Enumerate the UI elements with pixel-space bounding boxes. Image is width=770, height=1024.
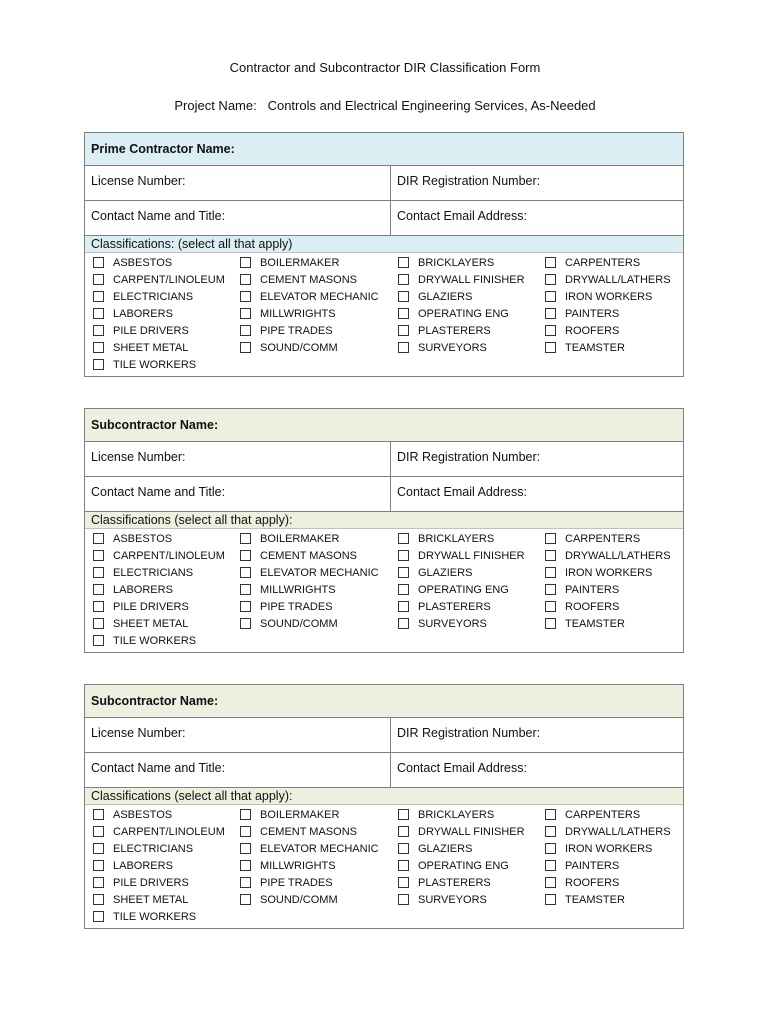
classification-label: DRYWALL/LATHERS xyxy=(565,825,671,838)
dir-registration-field[interactable]: DIR Registration Number: xyxy=(397,174,541,188)
classification-checkbox-item[interactable] xyxy=(93,891,188,908)
empty-checkbox-icon[interactable] xyxy=(398,843,409,854)
empty-checkbox-icon[interactable] xyxy=(240,567,251,578)
classification-checkbox-item[interactable] xyxy=(93,547,225,564)
empty-checkbox-icon[interactable] xyxy=(240,601,251,612)
classification-label: PLASTERERS xyxy=(418,600,491,613)
empty-checkbox-icon[interactable] xyxy=(545,584,556,595)
empty-checkbox-icon[interactable] xyxy=(93,877,104,888)
empty-checkbox-icon[interactable] xyxy=(93,809,104,820)
empty-checkbox-icon[interactable] xyxy=(545,877,556,888)
classification-label: CARPENTERS xyxy=(565,532,641,545)
classification-checkbox-item[interactable] xyxy=(93,823,225,840)
empty-checkbox-icon[interactable] xyxy=(545,601,556,612)
contact-name-field[interactable]: Contact Name and Title: xyxy=(85,753,391,787)
license-row xyxy=(85,166,683,201)
classification-checkbox-item[interactable] xyxy=(545,271,671,288)
empty-checkbox-icon[interactable] xyxy=(545,308,556,319)
classification-checkbox-item[interactable] xyxy=(93,874,189,891)
empty-checkbox-icon[interactable] xyxy=(240,291,251,302)
empty-checkbox-icon[interactable] xyxy=(93,359,104,370)
contact-email-field[interactable]: Contact Email Address: xyxy=(397,209,527,223)
empty-checkbox-icon[interactable] xyxy=(545,257,556,268)
empty-checkbox-icon[interactable] xyxy=(545,533,556,544)
classification-checkbox-item[interactable] xyxy=(545,615,625,632)
empty-checkbox-icon[interactable] xyxy=(398,618,409,629)
classification-label: ROOFERS xyxy=(565,876,620,889)
license-number-field[interactable]: License Number: xyxy=(85,442,391,476)
classification-label: SURVEYORS xyxy=(418,617,487,630)
empty-checkbox-icon[interactable] xyxy=(93,618,104,629)
empty-checkbox-icon[interactable] xyxy=(398,826,409,837)
classification-label: PIPE TRADES xyxy=(260,600,333,613)
classification-label: ELECTRICIANS xyxy=(113,842,194,855)
classification-label: ELECTRICIANS xyxy=(113,566,194,579)
classification-checkbox-item[interactable] xyxy=(240,322,333,339)
empty-checkbox-icon[interactable] xyxy=(398,860,409,871)
form-title: Contractor and Subcontractor DIR Classification Form xyxy=(229,60,541,75)
classification-label: DRYWALL FINISHER xyxy=(418,549,525,562)
classification-checkbox-item[interactable] xyxy=(93,356,196,373)
classification-checkbox-item[interactable] xyxy=(398,339,487,356)
classification-label: PILE DRIVERS xyxy=(113,600,189,613)
classifications-grid xyxy=(85,529,683,652)
classification-checkbox-item[interactable] xyxy=(93,581,173,598)
empty-checkbox-icon[interactable] xyxy=(93,601,104,612)
empty-checkbox-icon[interactable] xyxy=(93,274,104,285)
empty-checkbox-icon[interactable] xyxy=(93,291,104,302)
classification-label: BRICKLAYERS xyxy=(418,808,495,821)
section-heading: Subcontractor Name: xyxy=(85,409,683,442)
classification-checkbox-item[interactable] xyxy=(93,615,188,632)
empty-checkbox-icon[interactable] xyxy=(93,911,104,922)
empty-checkbox-icon[interactable] xyxy=(93,567,104,578)
classification-checkbox-item[interactable] xyxy=(240,823,357,840)
empty-checkbox-icon[interactable] xyxy=(398,291,409,302)
dir-registration-field[interactable]: DIR Registration Number: xyxy=(397,450,541,464)
classification-label: SOUND/COMM xyxy=(260,617,338,630)
classification-checkbox-item[interactable] xyxy=(240,564,379,581)
classification-label: CARPENT/LINOLEUM xyxy=(113,549,225,562)
classification-checkbox-item[interactable] xyxy=(398,288,472,305)
classification-checkbox-item[interactable] xyxy=(545,857,619,874)
classification-label: LABORERS xyxy=(113,583,173,596)
subcontractor-section xyxy=(84,408,684,653)
section-heading: Subcontractor Name: xyxy=(85,685,683,718)
classification-label: ROOFERS xyxy=(565,600,620,613)
classification-label: TEAMSTER xyxy=(565,341,625,354)
empty-checkbox-icon[interactable] xyxy=(398,550,409,561)
empty-checkbox-icon[interactable] xyxy=(545,894,556,905)
classification-label: DRYWALL/LATHERS xyxy=(565,273,671,286)
classification-checkbox-item[interactable] xyxy=(240,840,379,857)
classification-checkbox-item[interactable] xyxy=(240,806,339,823)
classification-label: MILLWRIGHTS xyxy=(260,583,336,596)
classification-checkbox-item[interactable] xyxy=(240,891,338,908)
classification-label: PILE DRIVERS xyxy=(113,324,189,337)
empty-checkbox-icon[interactable] xyxy=(545,618,556,629)
classification-label: BRICKLAYERS xyxy=(418,256,495,269)
empty-checkbox-icon[interactable] xyxy=(93,533,104,544)
classification-checkbox-item[interactable] xyxy=(398,581,509,598)
empty-checkbox-icon[interactable] xyxy=(398,877,409,888)
classification-checkbox-item[interactable] xyxy=(398,857,509,874)
classification-checkbox-item[interactable] xyxy=(240,288,379,305)
empty-checkbox-icon[interactable] xyxy=(240,843,251,854)
classification-checkbox-item[interactable] xyxy=(93,254,172,271)
classification-label: CEMENT MASONS xyxy=(260,825,357,838)
classifications-heading: Classifications (select all that apply): xyxy=(85,512,683,529)
classification-label: ASBESTOS xyxy=(113,256,173,269)
empty-checkbox-icon[interactable] xyxy=(398,325,409,336)
classification-checkbox-item[interactable] xyxy=(93,598,189,615)
classification-label: SURVEYORS xyxy=(418,341,487,354)
empty-checkbox-icon[interactable] xyxy=(240,342,251,353)
classification-checkbox-item[interactable] xyxy=(240,271,357,288)
project-line xyxy=(0,98,770,113)
classification-checkbox-item[interactable] xyxy=(93,322,189,339)
classification-label: CARPENT/LINOLEUM xyxy=(113,825,225,838)
empty-checkbox-icon[interactable] xyxy=(545,325,556,336)
classification-label: SHEET METAL xyxy=(113,893,189,906)
classification-label: IRON WORKERS xyxy=(565,290,653,303)
classification-checkbox-item[interactable] xyxy=(240,581,336,598)
empty-checkbox-icon[interactable] xyxy=(93,325,104,336)
classifications-heading: Classifications: (select all that apply) xyxy=(85,236,683,253)
prime-contractor-section xyxy=(84,132,684,377)
empty-checkbox-icon[interactable] xyxy=(93,342,104,353)
classification-checkbox-item[interactable] xyxy=(398,823,525,840)
classification-label: GLAZIERS xyxy=(418,566,473,579)
classification-checkbox-item[interactable] xyxy=(545,891,625,908)
subcontractor-section xyxy=(84,684,684,929)
empty-checkbox-icon[interactable] xyxy=(398,567,409,578)
classification-checkbox-item[interactable] xyxy=(93,840,193,857)
empty-checkbox-icon[interactable] xyxy=(240,894,251,905)
empty-checkbox-icon[interactable] xyxy=(545,291,556,302)
empty-checkbox-icon[interactable] xyxy=(398,308,409,319)
classification-label: OPERATING ENG xyxy=(418,307,509,320)
classification-checkbox-item[interactable] xyxy=(545,322,619,339)
classification-label: ASBESTOS xyxy=(113,808,173,821)
classification-checkbox-item[interactable] xyxy=(545,840,652,857)
empty-checkbox-icon[interactable] xyxy=(545,843,556,854)
classification-label: GLAZIERS xyxy=(418,842,473,855)
empty-checkbox-icon[interactable] xyxy=(398,809,409,820)
empty-checkbox-icon[interactable] xyxy=(93,894,104,905)
empty-checkbox-icon[interactable] xyxy=(240,618,251,629)
classification-checkbox-item[interactable] xyxy=(240,254,339,271)
classification-checkbox-item[interactable] xyxy=(398,254,494,271)
classification-label: PIPE TRADES xyxy=(260,876,333,889)
classification-label: ELEVATOR MECHANIC xyxy=(260,566,379,579)
classification-label: BOILERMAKER xyxy=(260,808,340,821)
classification-label: LABORERS xyxy=(113,859,173,872)
classifications-grid xyxy=(85,253,683,376)
classification-checkbox-item[interactable] xyxy=(93,857,173,874)
classification-checkbox-item[interactable] xyxy=(240,874,333,891)
classification-label: PIPE TRADES xyxy=(260,324,333,337)
empty-checkbox-icon[interactable] xyxy=(240,533,251,544)
classification-checkbox-item[interactable] xyxy=(545,305,619,322)
empty-checkbox-icon[interactable] xyxy=(545,274,556,285)
classification-label: CEMENT MASONS xyxy=(260,549,357,562)
classification-label: TEAMSTER xyxy=(565,893,625,906)
classification-label: MILLWRIGHTS xyxy=(260,307,336,320)
classification-checkbox-item[interactable] xyxy=(545,339,625,356)
classification-checkbox-item[interactable] xyxy=(545,806,640,823)
classifications-heading: Classifications (select all that apply): xyxy=(85,788,683,805)
empty-checkbox-icon[interactable] xyxy=(93,257,104,268)
empty-checkbox-icon[interactable] xyxy=(93,635,104,646)
classification-label: PILE DRIVERS xyxy=(113,876,189,889)
classification-label: OPERATING ENG xyxy=(418,583,509,596)
project-label: Project Name: xyxy=(174,98,257,113)
empty-checkbox-icon[interactable] xyxy=(240,877,251,888)
empty-checkbox-icon[interactable] xyxy=(545,826,556,837)
empty-checkbox-icon[interactable] xyxy=(545,342,556,353)
classification-checkbox-item[interactable] xyxy=(545,530,640,547)
classification-checkbox-item[interactable] xyxy=(240,615,338,632)
classification-label: SHEET METAL xyxy=(113,341,189,354)
classification-label: ASBESTOS xyxy=(113,532,173,545)
empty-checkbox-icon[interactable] xyxy=(240,308,251,319)
classification-checkbox-item[interactable] xyxy=(545,254,640,271)
classification-checkbox-item[interactable] xyxy=(398,305,509,322)
classification-checkbox-item[interactable] xyxy=(398,322,491,339)
classification-checkbox-item[interactable] xyxy=(545,581,619,598)
classification-checkbox-item[interactable] xyxy=(398,271,525,288)
contact-name-field[interactable]: Contact Name and Title: xyxy=(85,201,391,235)
classification-label: DRYWALL/LATHERS xyxy=(565,549,671,562)
classification-checkbox-item[interactable] xyxy=(93,530,172,547)
classification-checkbox-item[interactable] xyxy=(93,806,172,823)
classification-label: GLAZIERS xyxy=(418,290,473,303)
classification-label: PAINTERS xyxy=(565,583,620,596)
contact-row xyxy=(85,753,683,788)
empty-checkbox-icon[interactable] xyxy=(240,860,251,871)
empty-checkbox-icon[interactable] xyxy=(93,308,104,319)
classification-checkbox-item[interactable] xyxy=(93,564,193,581)
classification-label: DRYWALL FINISHER xyxy=(418,825,525,838)
empty-checkbox-icon[interactable] xyxy=(545,809,556,820)
classification-label: SOUND/COMM xyxy=(260,341,338,354)
classification-label: CARPENTERS xyxy=(565,808,641,821)
classification-checkbox-item[interactable] xyxy=(240,598,333,615)
classification-label: SURVEYORS xyxy=(418,893,487,906)
classification-label: PLASTERERS xyxy=(418,324,491,337)
classification-checkbox-item[interactable] xyxy=(398,564,472,581)
classification-label: DRYWALL FINISHER xyxy=(418,273,525,286)
section-heading: Prime Contractor Name: xyxy=(85,133,683,166)
classification-label: ELEVATOR MECHANIC xyxy=(260,842,379,855)
empty-checkbox-icon[interactable] xyxy=(398,894,409,905)
contact-email-field[interactable]: Contact Email Address: xyxy=(397,485,527,499)
classification-label: TILE WORKERS xyxy=(113,910,197,923)
empty-checkbox-icon[interactable] xyxy=(398,584,409,595)
classification-label: MILLWRIGHTS xyxy=(260,859,336,872)
classification-label: OPERATING ENG xyxy=(418,859,509,872)
empty-checkbox-icon[interactable] xyxy=(545,860,556,871)
classification-checkbox-item[interactable] xyxy=(93,305,173,322)
empty-checkbox-icon[interactable] xyxy=(398,601,409,612)
empty-checkbox-icon[interactable] xyxy=(545,567,556,578)
classification-label: BOILERMAKER xyxy=(260,256,340,269)
classification-checkbox-item[interactable] xyxy=(398,891,487,908)
classification-label: LABORERS xyxy=(113,307,173,320)
classification-checkbox-item[interactable] xyxy=(240,547,357,564)
classification-label: PAINTERS xyxy=(565,307,620,320)
classification-checkbox-item[interactable] xyxy=(93,632,196,649)
project-value: Controls and Electrical Engineering Services, As-Needed xyxy=(267,98,596,113)
empty-checkbox-icon[interactable] xyxy=(93,584,104,595)
empty-checkbox-icon[interactable] xyxy=(240,584,251,595)
classification-label: SOUND/COMM xyxy=(260,893,338,906)
license-row xyxy=(85,718,683,753)
empty-checkbox-icon[interactable] xyxy=(93,826,104,837)
classification-checkbox-item[interactable] xyxy=(240,530,339,547)
classification-checkbox-item[interactable] xyxy=(545,823,671,840)
classification-label: CARPENT/LINOLEUM xyxy=(113,273,225,286)
classification-checkbox-item[interactable] xyxy=(545,564,652,581)
empty-checkbox-icon[interactable] xyxy=(240,257,251,268)
classification-label: PLASTERERS xyxy=(418,876,491,889)
classification-label: IRON WORKERS xyxy=(565,566,653,579)
classification-checkbox-item[interactable] xyxy=(398,547,525,564)
license-number-field[interactable]: License Number: xyxy=(85,166,391,200)
classification-checkbox-item[interactable] xyxy=(545,874,619,891)
classification-checkbox-item[interactable] xyxy=(398,874,491,891)
empty-checkbox-icon[interactable] xyxy=(240,550,251,561)
classification-label: BRICKLAYERS xyxy=(418,532,495,545)
contact-row xyxy=(85,201,683,236)
empty-checkbox-icon[interactable] xyxy=(398,257,409,268)
classification-label: CARPENTERS xyxy=(565,256,641,269)
classification-checkbox-item[interactable] xyxy=(398,840,472,857)
classification-checkbox-item[interactable] xyxy=(545,598,619,615)
empty-checkbox-icon[interactable] xyxy=(398,533,409,544)
dir-registration-field[interactable]: DIR Registration Number: xyxy=(397,726,541,740)
classification-label: SHEET METAL xyxy=(113,617,189,630)
empty-checkbox-icon[interactable] xyxy=(93,843,104,854)
contact-row xyxy=(85,477,683,512)
classification-checkbox-item[interactable] xyxy=(545,288,652,305)
classification-checkbox-item[interactable] xyxy=(398,530,494,547)
classification-label: TILE WORKERS xyxy=(113,634,197,647)
empty-checkbox-icon[interactable] xyxy=(545,550,556,561)
classifications-grid xyxy=(85,805,683,928)
classification-label: TEAMSTER xyxy=(565,617,625,630)
empty-checkbox-icon[interactable] xyxy=(240,325,251,336)
classification-label: CEMENT MASONS xyxy=(260,273,357,286)
empty-checkbox-icon[interactable] xyxy=(240,826,251,837)
classification-label: ELEVATOR MECHANIC xyxy=(260,290,379,303)
classification-label: BOILERMAKER xyxy=(260,532,340,545)
empty-checkbox-icon[interactable] xyxy=(240,809,251,820)
empty-checkbox-icon[interactable] xyxy=(93,860,104,871)
classification-label: IRON WORKERS xyxy=(565,842,653,855)
classification-checkbox-item[interactable] xyxy=(93,288,193,305)
classification-label: ELECTRICIANS xyxy=(113,290,194,303)
classification-label: PAINTERS xyxy=(565,859,620,872)
classification-checkbox-item[interactable] xyxy=(240,339,338,356)
classification-label: TILE WORKERS xyxy=(113,358,197,371)
empty-checkbox-icon[interactable] xyxy=(240,274,251,285)
contact-name-field[interactable]: Contact Name and Title: xyxy=(85,477,391,511)
contact-email-field[interactable]: Contact Email Address: xyxy=(397,761,527,775)
classification-checkbox-item[interactable] xyxy=(545,547,671,564)
classification-checkbox-item[interactable] xyxy=(93,271,225,288)
classification-checkbox-item[interactable] xyxy=(398,598,491,615)
empty-checkbox-icon[interactable] xyxy=(93,550,104,561)
classification-checkbox-item[interactable] xyxy=(93,339,188,356)
empty-checkbox-icon[interactable] xyxy=(398,274,409,285)
classification-checkbox-item[interactable] xyxy=(93,908,196,925)
classification-label: ROOFERS xyxy=(565,324,620,337)
classification-checkbox-item[interactable] xyxy=(240,857,336,874)
license-number-field[interactable]: License Number: xyxy=(85,718,391,752)
classification-checkbox-item[interactable] xyxy=(398,615,487,632)
classification-checkbox-item[interactable] xyxy=(240,305,336,322)
empty-checkbox-icon[interactable] xyxy=(398,342,409,353)
classification-checkbox-item[interactable] xyxy=(398,806,494,823)
license-row xyxy=(85,442,683,477)
